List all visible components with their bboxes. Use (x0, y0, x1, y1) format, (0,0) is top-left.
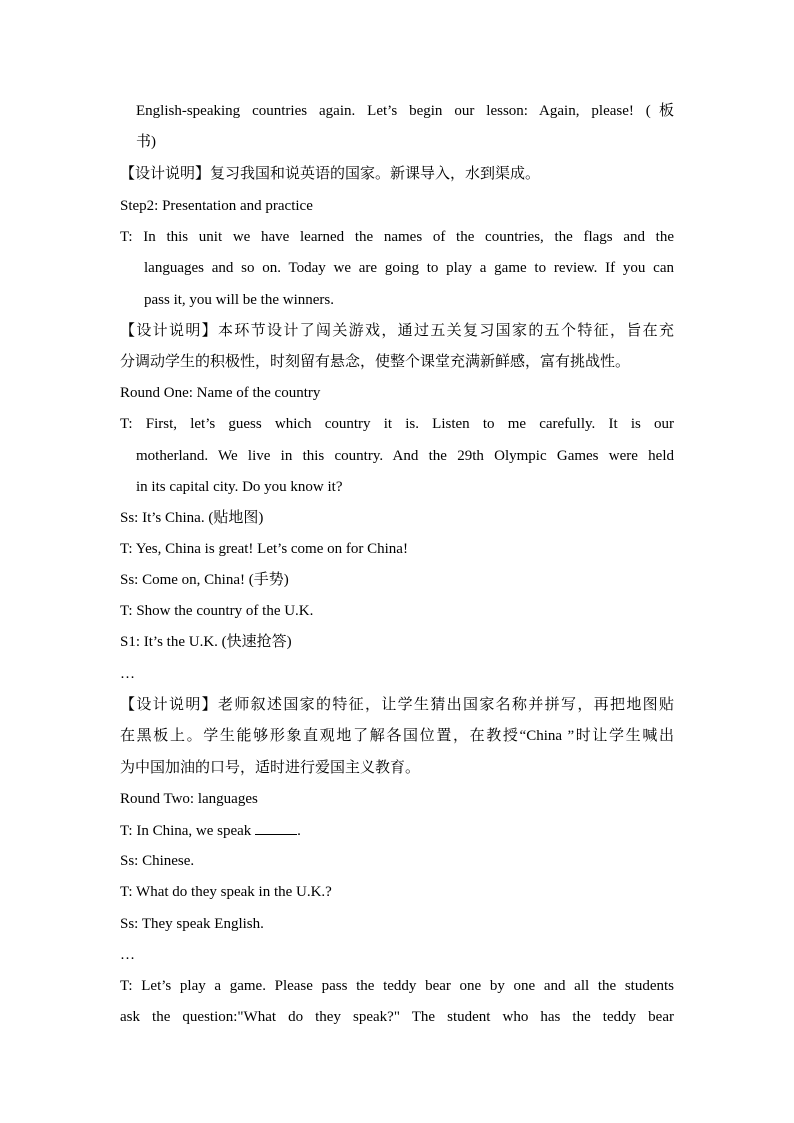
dialogue-line: Ss: Come on, China! (手势) (120, 572, 289, 588)
dialogue-text-end: . (297, 823, 301, 839)
section-heading: Step2: Presentation and practice (120, 198, 313, 214)
design-note: 在黑板上。学生能够形象直观地了解各国位置，在教授“China ”时让学生喊出 (120, 728, 674, 744)
ellipsis: … (120, 947, 135, 963)
section-heading: Round One: Name of the country (120, 385, 321, 401)
paragraph-line: pass it, you will be the winners. (144, 292, 334, 308)
section-heading: Round Two: languages (120, 791, 258, 807)
design-note: 分调动学生的积极性，时刻留有悬念，使整个课堂充满新鲜感，富有挑战性。 (120, 354, 631, 370)
design-note: 【设计说明】本环节设计了闯关游戏，通过五关复习国家的五个特征，旨在充 (120, 323, 674, 339)
ellipsis: … (120, 666, 135, 682)
dialogue-line (120, 820, 301, 841)
paragraph-line: motherland. We live in this country. And the 29th Olympic Games were held (136, 448, 674, 464)
dialogue-line: Ss: Chinese. (120, 853, 195, 869)
paragraph-line: languages and so on. Today we are going to play a game to review. If you can (144, 260, 674, 276)
design-note: 为中国加油的口号，适时进行爱国主义教育。 (120, 760, 421, 776)
dialogue-line: T: Yes, China is great! Let’s come on for China! (120, 541, 408, 557)
dialogue-line: Ss: They speak English. (120, 916, 264, 932)
paragraph-line: in its capital city. Do you know it? (136, 479, 343, 495)
design-note: 【设计说明】复习我国和说英语的国家。新课导入，水到渠成。 (120, 166, 541, 182)
design-note: 【设计说明】老师叙述国家的特征，让学生猜出国家名称并拼写，再把地图贴 (120, 697, 674, 713)
paragraph-line: English-speaking countries again. Let’s begin our lesson: Again, please! (板 (136, 103, 674, 119)
paragraph-line: T: Let’s play a game. Please pass the teddy bear one by one and all the students (120, 978, 674, 994)
paragraph-line: ask the question:"What do they speak?" The student who has the teddy bear (120, 1009, 674, 1025)
fill-in-blank (255, 820, 297, 835)
dialogue-line: T: Show the country of the U.K. (120, 603, 314, 619)
dialogue-line: S1: It’s the U.K. (快速抢答) (120, 634, 292, 650)
dialogue-text: T: In China, we speak (120, 823, 256, 839)
dialogue-line: T: What do they speak in the U.K.? (120, 884, 332, 900)
dialogue-line: Ss: It’s China. (贴地图) (120, 510, 264, 526)
paragraph-line: 书) (136, 134, 156, 150)
paragraph-line: T: In this unit we have learned the names of the countries, the flags and the (120, 229, 674, 245)
paragraph-line: T: First, let’s guess which country it is. Listen to me carefully. It is our (120, 416, 674, 432)
